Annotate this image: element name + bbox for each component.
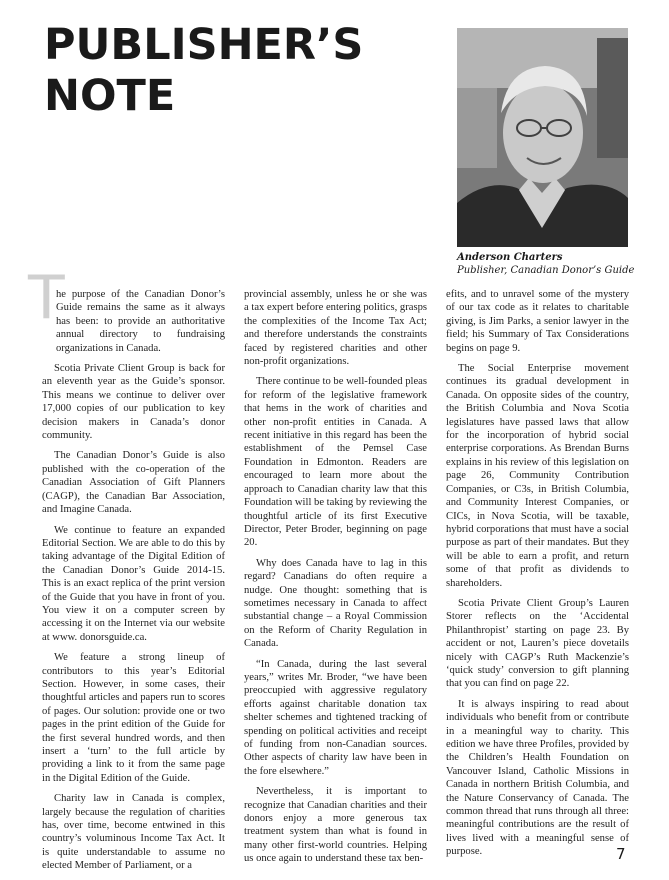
paragraph: Why does Canada have to lag in this regard? Canadians do often require a nudge. One thought: something that is sometimes necessary in Canada to affect substantial change – a Royal Commission on the Reform of Charity Regulation in Canada. — [244, 557, 427, 650]
paragraph: Scotia Private Client Group is back for an eleventh year as the Guide’s sponsor. This means we continue to deliver over 17,000 copies of our publication to key decision makers in Canada’s donor community. — [42, 363, 225, 442]
caption-role: Publisher, Canadian Donor’s Guide — [457, 265, 635, 276]
paragraph: There continue to be well-founded pleas for reform of the legislative framework that hems in the work of charities and other non-profit entities in Canada. A recent initiative in this regard has been the establishment of the Pemsel Case Foundation in Edmonton. Readers are encouraged to learn more about the approach to Canadian charity law that this Foundation will be taking by reviewing the thoughtful article of its first Executive Director, Peter Broder, beginning on page 20. — [244, 376, 428, 549]
paragraph: The Social Enterprise movement continues its gradual development in Canada. On opposite sides of the country, the British Columbia and Nova Scotia legislatures have passed laws that allow for the incorporation of hybrid social enterprise corporations. As Brendan Burns explains in his review of this legislation on page 26, Community Contribution Companies, or C3s, in British Columbia, and Community Interest Companies, or CICs, in Nova Scotia, will be taxable, hybrid corporations that must have a social purpose as part of their mandates. But they will be able to earn a profit, and return some of that profit as dividends to shareholders. — [446, 363, 629, 589]
paragraph: “In Canada, during the last several years,” writes Mr. Broder, “we have been preoccupied with aggressive regulatory efforts against charitable donation tax shelter schemes and tightened tracking of spending on political activities and receipt of funding from non-Canadian sources. Other aspects of charity law have been in the fore elsewhere.” — [244, 658, 427, 777]
paragraph: Charity law in Canada is complex, largely because the regulation of charities has, over time, become entwined in this country’s voluminous Income Tax Act. It is quite understandable to assume no elected Member of Parliament, or a — [42, 793, 225, 872]
paragraph: We feature a strong lineup of contributors to this year’s Editorial Section. However, in some cases, their thoughtful articles and papers run to scores of pages. Our solution: provide one or two pages in the print edition of the Guide for the first several hundred words, and then insert a ‘turn’ to the full article by providing a link to it from the same page in the Digital Edition of the Guide. — [42, 652, 225, 784]
paragraph: We continue to feature an expanded Editorial Section. We are able to do this by taking advantage of the Digital Edition of the Canadian Donor’s Guide 2014-15. This is an exact replica of the print version of the Guide that you have in front of you. You view it on a computer screen by accessing it on the Internet via our website at www. donorsguide.ca. — [42, 524, 225, 643]
portrait-image — [457, 28, 628, 247]
title-line-2: NOTE — [44, 71, 176, 121]
publisher-photo — [457, 28, 628, 247]
paragraph: he purpose of the Canadian Donor’s Guide remains the same as it always has been: to provide an authoritative annual directory to fundraising organizations in Canada. — [56, 289, 225, 354]
drop-cap: T — [28, 263, 65, 333]
paragraph: efits, and to unravel some of the mystery of our tax code as it relates to charitable giving, is Jim Parks, a senior lawyer in the field; his Summary of Tax Considerations begins on page 9. — [446, 289, 629, 354]
paragraph: Nevertheless, it is important to recognize that Canadian charities and their donors enjoy a more generous tax treatment system than what is found in many other first-world countries. Helping us once again to understand these tax ben- — [244, 786, 427, 865]
paragraph: It is always inspiring to read about individuals who benefit from or contribute in a meaningful way to charity. This edition we have three Profiles, provided by the Children’s Health Foundation on Vancouver Island, Catholic Missions in Canada in northern British Columbia, and the Nature Conservancy of Canada. The common thread that runs through all three: meaningful contributions are the result of lives lived with a meaningful sense of purpose. — [446, 698, 629, 858]
caption-name: Anderson Charters — [457, 252, 563, 263]
text-column-2 — [244, 288, 427, 873]
paragraph: The Canadian Donor’s Guide is also published with the co-operation of the Canadian Association of Gift Planners (CAGP), the Canadian Bar Association, and Imagine Canada. — [42, 450, 225, 516]
photo-caption — [457, 251, 647, 277]
text-column-1 — [42, 288, 225, 880]
text-column-3 — [446, 288, 629, 866]
paragraph: provincial assembly, unless he or she was a tax expert before entering politics, grasps the complexities of the Income Tax Act; and therefore understands the constraints faced by registered charities and other non-profit organizations. — [244, 289, 427, 368]
paragraph: Scotia Private Client Group’s Lauren Storer reflects on the ‘Accidental Philanthropist’ starting on page 23. By accident or not, Lauren’s piece dovetails nicely with CAGP’s Ruth Mackenzie’s ‘quick study’ conversion to gift planning that you can find on page 22. — [446, 597, 629, 690]
title-line-1: PUBLISHER’S — [44, 20, 364, 70]
page-title — [44, 20, 424, 122]
page-number: 7 — [616, 845, 626, 863]
